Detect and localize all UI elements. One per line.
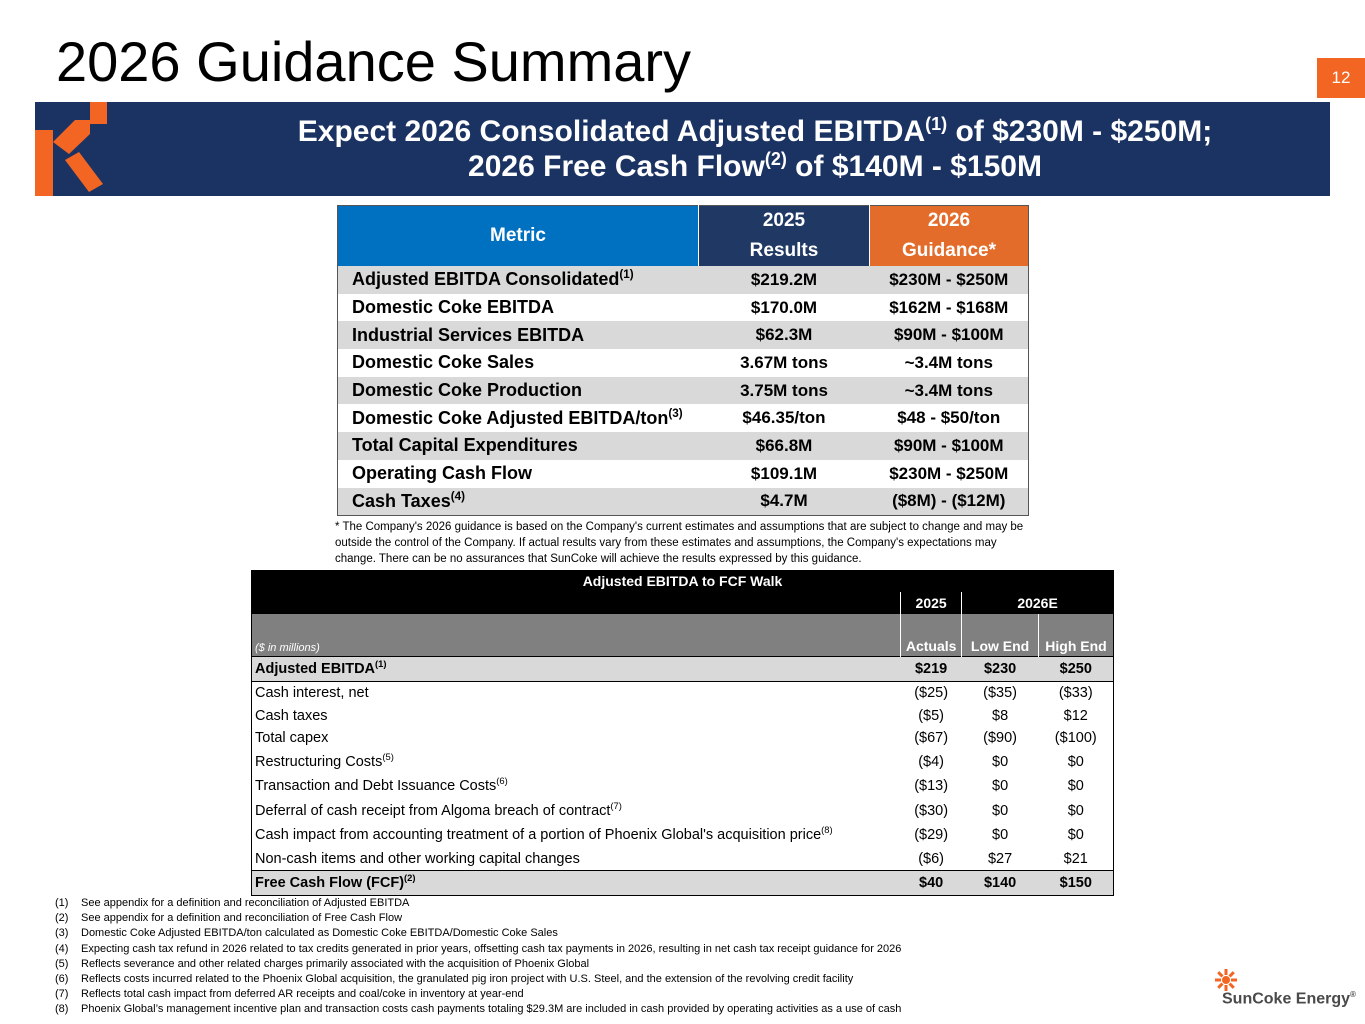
banner-line-2: 2026 Free Cash Flow$^{(2)}$ of $140M - $150M (468, 149, 1042, 183)
metric-row (338, 404, 1029, 432)
metric-2026-guidance: $230M - $250M (889, 463, 1009, 483)
footnote-item (55, 896, 1055, 911)
guidance-disclaimer: * The Company's 2026 guidance is based on the Company's current estimates and assumptions that are subject to change and may be outside the control of the Company. If actual results vary from these estimates and assumptions, the Company's expectations may change. There can be no assurances that SunCoke will achieve the results expressed by this guidance. (335, 521, 1024, 565)
fcf-row (252, 848, 1114, 871)
fcf-row (252, 774, 1114, 799)
fcf-low-end-value: $0 (992, 753, 1009, 770)
fcf-high-end-value: $150 (1039, 871, 1114, 896)
fcf-row-label: Non-cash items and other working capital changes (255, 850, 580, 867)
metric-2026-guidance: ($8M) - ($12M) (870, 488, 1029, 516)
fcf-high-end-value: $21 (1063, 850, 1088, 867)
fcf-low-end-value: $230 (962, 657, 1039, 682)
fcf-actuals-value: $219 (901, 657, 962, 682)
brand-wordmark: SunCoke Energy® (1222, 990, 1356, 1008)
fcf-low-end-value: $0 (992, 778, 1009, 795)
footnote-item (55, 911, 1055, 926)
page-number-badge: 12 (1317, 58, 1365, 98)
fcf-row-label: Restructuring Costs$^{(5)}$ (255, 750, 394, 770)
metric-name: Domestic Coke Sales (352, 352, 535, 373)
actuals-column-header: Actuals (901, 614, 962, 657)
metric-row (338, 321, 1029, 349)
footnote-item (55, 987, 1055, 1002)
fcf-actuals-value: ($4) (918, 753, 945, 770)
fcf-row-label: Transaction and Debt Issuance Costs$^{(6)}$ (255, 775, 508, 795)
footnote-number: (4) (55, 942, 69, 955)
footnote-number: (5) (55, 957, 69, 970)
footnote-text: Reflects costs incurred related to the Phoenix Global acquisition, the granulated pig iron project with U.S. Steel, and the extension of the revolving credit facility (81, 973, 854, 986)
metric-row (338, 488, 1029, 516)
results-2025-column-header: 2025 Results (699, 206, 870, 267)
metric-name: Operating Cash Flow (352, 463, 533, 484)
metric-2025-result: 3.75M tons (699, 377, 870, 405)
metric-name: Domestic Coke EBITDA (352, 297, 555, 318)
fcf-row (252, 799, 1114, 824)
fcf-row (252, 823, 1114, 848)
metric-2026-guidance: $48 - $50/ton (897, 408, 1001, 428)
metric-2025-result: $219.2M (699, 266, 870, 294)
metric-2026-guidance: $230M - $250M (870, 266, 1029, 294)
fcf-row (252, 682, 1114, 705)
guidance-metrics-table (337, 205, 1029, 516)
footnote-item (55, 957, 1055, 972)
guidance-2026-column-header: 2026 Guidance* (870, 206, 1029, 267)
metric-2025-result: $66.8M (699, 432, 870, 460)
banner-line-1: Expect 2026 Consolidated Adjusted EBITDA$^{(1)}$ of $230M - $250M; (297, 114, 1213, 148)
metric-2026-guidance: ~3.4M tons (904, 352, 993, 372)
fcf-row-label: Cash interest, net (255, 685, 369, 702)
metric-name: Domestic Coke Production (338, 377, 699, 405)
fcf-actuals-value: ($67) (914, 730, 949, 747)
footnote-text: Expecting cash tax refund in 2026 related to tax credits generated in prior years, offsetting cash tax payments in 2026, resulting in net cash tax receipt guidance for 2026 (81, 942, 902, 955)
fcf-row (252, 657, 1114, 682)
footnote-text: Reflects total cash impact from deferred AR receipts and coal/coke in inventory at year-end (81, 988, 524, 1001)
year-2026e-header: 2026E (962, 592, 1114, 614)
page-title: 2026 Guidance Summary (56, 30, 692, 93)
units-label: ($ in millions) (252, 614, 901, 657)
footnote-item (55, 926, 1055, 941)
footnote-number: (6) (55, 973, 69, 986)
fcf-high-end-value: $0 (1067, 802, 1084, 819)
metric-name: Adjusted EBITDA Consolidated$^{(1)}$ (338, 266, 699, 294)
fcf-actuals-value: ($13) (914, 778, 949, 795)
fcf-row-label: Total capex (255, 730, 329, 747)
fcf-high-end-value: ($33) (1058, 685, 1093, 702)
fcf-row-label: Deferral of cash receipt from Algoma breach of contract$^{(7)}$ (255, 799, 622, 819)
metric-row (338, 349, 1029, 377)
metric-name: Total Capital Expenditures (338, 432, 699, 460)
fcf-actuals-value: ($29) (914, 827, 949, 844)
footnote-item (55, 942, 1055, 957)
footnote-number: (8) (55, 1003, 69, 1016)
fcf-actuals-value: $40 (901, 871, 962, 896)
metric-2025-result: 3.67M tons (740, 352, 828, 372)
fcf-table-title: Adjusted EBITDA to FCF Walk (252, 570, 1114, 592)
metric-2026-guidance: $162M - $168M (889, 297, 1009, 317)
headline-banner (35, 102, 1330, 196)
metric-2025-result: $4.7M (699, 488, 870, 516)
metric-name: Cash Taxes$^{(4)}$ (338, 488, 699, 516)
metric-name: Industrial Services EBITDA (338, 321, 699, 349)
metric-row (338, 266, 1029, 294)
metric-name: Domestic Coke Adjusted EBITDA/ton$^{(3)}$ (352, 406, 683, 428)
fcf-high-end-value: ($100) (1054, 730, 1097, 747)
fcf-actuals-value: ($30) (914, 802, 949, 819)
metric-row (338, 432, 1029, 460)
fcf-low-end-value: ($35) (983, 685, 1017, 702)
fcf-row (252, 871, 1114, 896)
low-end-column-header: Low End (962, 614, 1039, 657)
footnote-text: See appendix for a definition and reconciliation of Free Cash Flow (81, 912, 403, 925)
fcf-low-end-value: $0 (992, 827, 1009, 844)
footnote-number: (3) (55, 927, 69, 940)
footnotes (55, 896, 1055, 1018)
fcf-high-end-value: $0 (1067, 778, 1084, 795)
metric-2025-result: $46.35/ton (742, 408, 826, 428)
fcf-row-label: Cash taxes (255, 707, 328, 724)
fcf-high-end-value: $250 (1039, 657, 1114, 682)
metric-2025-result: $109.1M (750, 463, 818, 483)
suncoke-k-logo-icon (35, 102, 107, 196)
metric-row (338, 377, 1029, 405)
fcf-row (252, 750, 1114, 775)
fcf-high-end-value: $0 (1067, 753, 1084, 770)
fcf-row-label: Adjusted EBITDA$^{(1)}$ (252, 657, 901, 682)
footnote-item (55, 1002, 1055, 1017)
fcf-actuals-value: ($25) (914, 685, 949, 702)
metric-2025-result: $170.0M (750, 297, 818, 317)
metric-row (338, 294, 1029, 322)
footnote-number: (2) (55, 912, 69, 925)
fcf-high-end-value: $12 (1063, 707, 1088, 724)
fcf-low-end-value: ($90) (983, 730, 1017, 747)
footnote-text: See appendix for a definition and reconciliation of Adjusted EBITDA (81, 897, 410, 909)
footnote-text: Reflects severance and other related charges primarily associated with the acquisition of Phoenix Global (81, 957, 590, 970)
fcf-high-end-value: $0 (1067, 827, 1084, 844)
metric-2026-guidance: $90M - $100M (870, 321, 1029, 349)
year-2025-header: 2025 (901, 592, 962, 614)
metric-row (338, 460, 1029, 488)
fcf-low-end-value: $140 (962, 871, 1039, 896)
fcf-actuals-value: ($5) (918, 707, 945, 724)
fcf-row (252, 705, 1114, 728)
fcf-low-end-value: $8 (992, 707, 1009, 724)
footnote-number: (1) (55, 897, 69, 909)
footnote-text: Domestic Coke Adjusted EBITDA/ton calculated as Domestic Coke EBITDA/Domestic Coke Sales (81, 927, 558, 940)
metric-column-header: Metric (338, 206, 699, 267)
metric-2026-guidance: ~3.4M tons (870, 377, 1029, 405)
footnote-text: Phoenix Global’s management incentive plan and transaction costs cash payments totaling $29.3M are included in cash provided by operating activities as a use of cash (81, 1003, 902, 1016)
footnote-number: (7) (55, 988, 69, 1001)
fcf-row (252, 727, 1114, 750)
fcf-low-end-value: $27 (987, 850, 1013, 867)
footnote-item (55, 972, 1055, 987)
metric-2025-result: $62.3M (699, 321, 870, 349)
metric-2026-guidance: $90M - $100M (870, 432, 1029, 460)
fcf-row-label: Free Cash Flow (FCF)$^{(2)}$ (252, 871, 901, 896)
fcf-walk-table (251, 570, 1114, 896)
fcf-low-end-value: $0 (992, 802, 1009, 819)
high-end-column-header: High End (1039, 614, 1114, 657)
fcf-row-label: Cash impact from accounting treatment of a portion of Phoenix Global's acquisition price$^{(8)}$ (255, 824, 833, 844)
fcf-actuals-value: ($6) (918, 850, 945, 867)
year-header-spacer (252, 592, 901, 614)
